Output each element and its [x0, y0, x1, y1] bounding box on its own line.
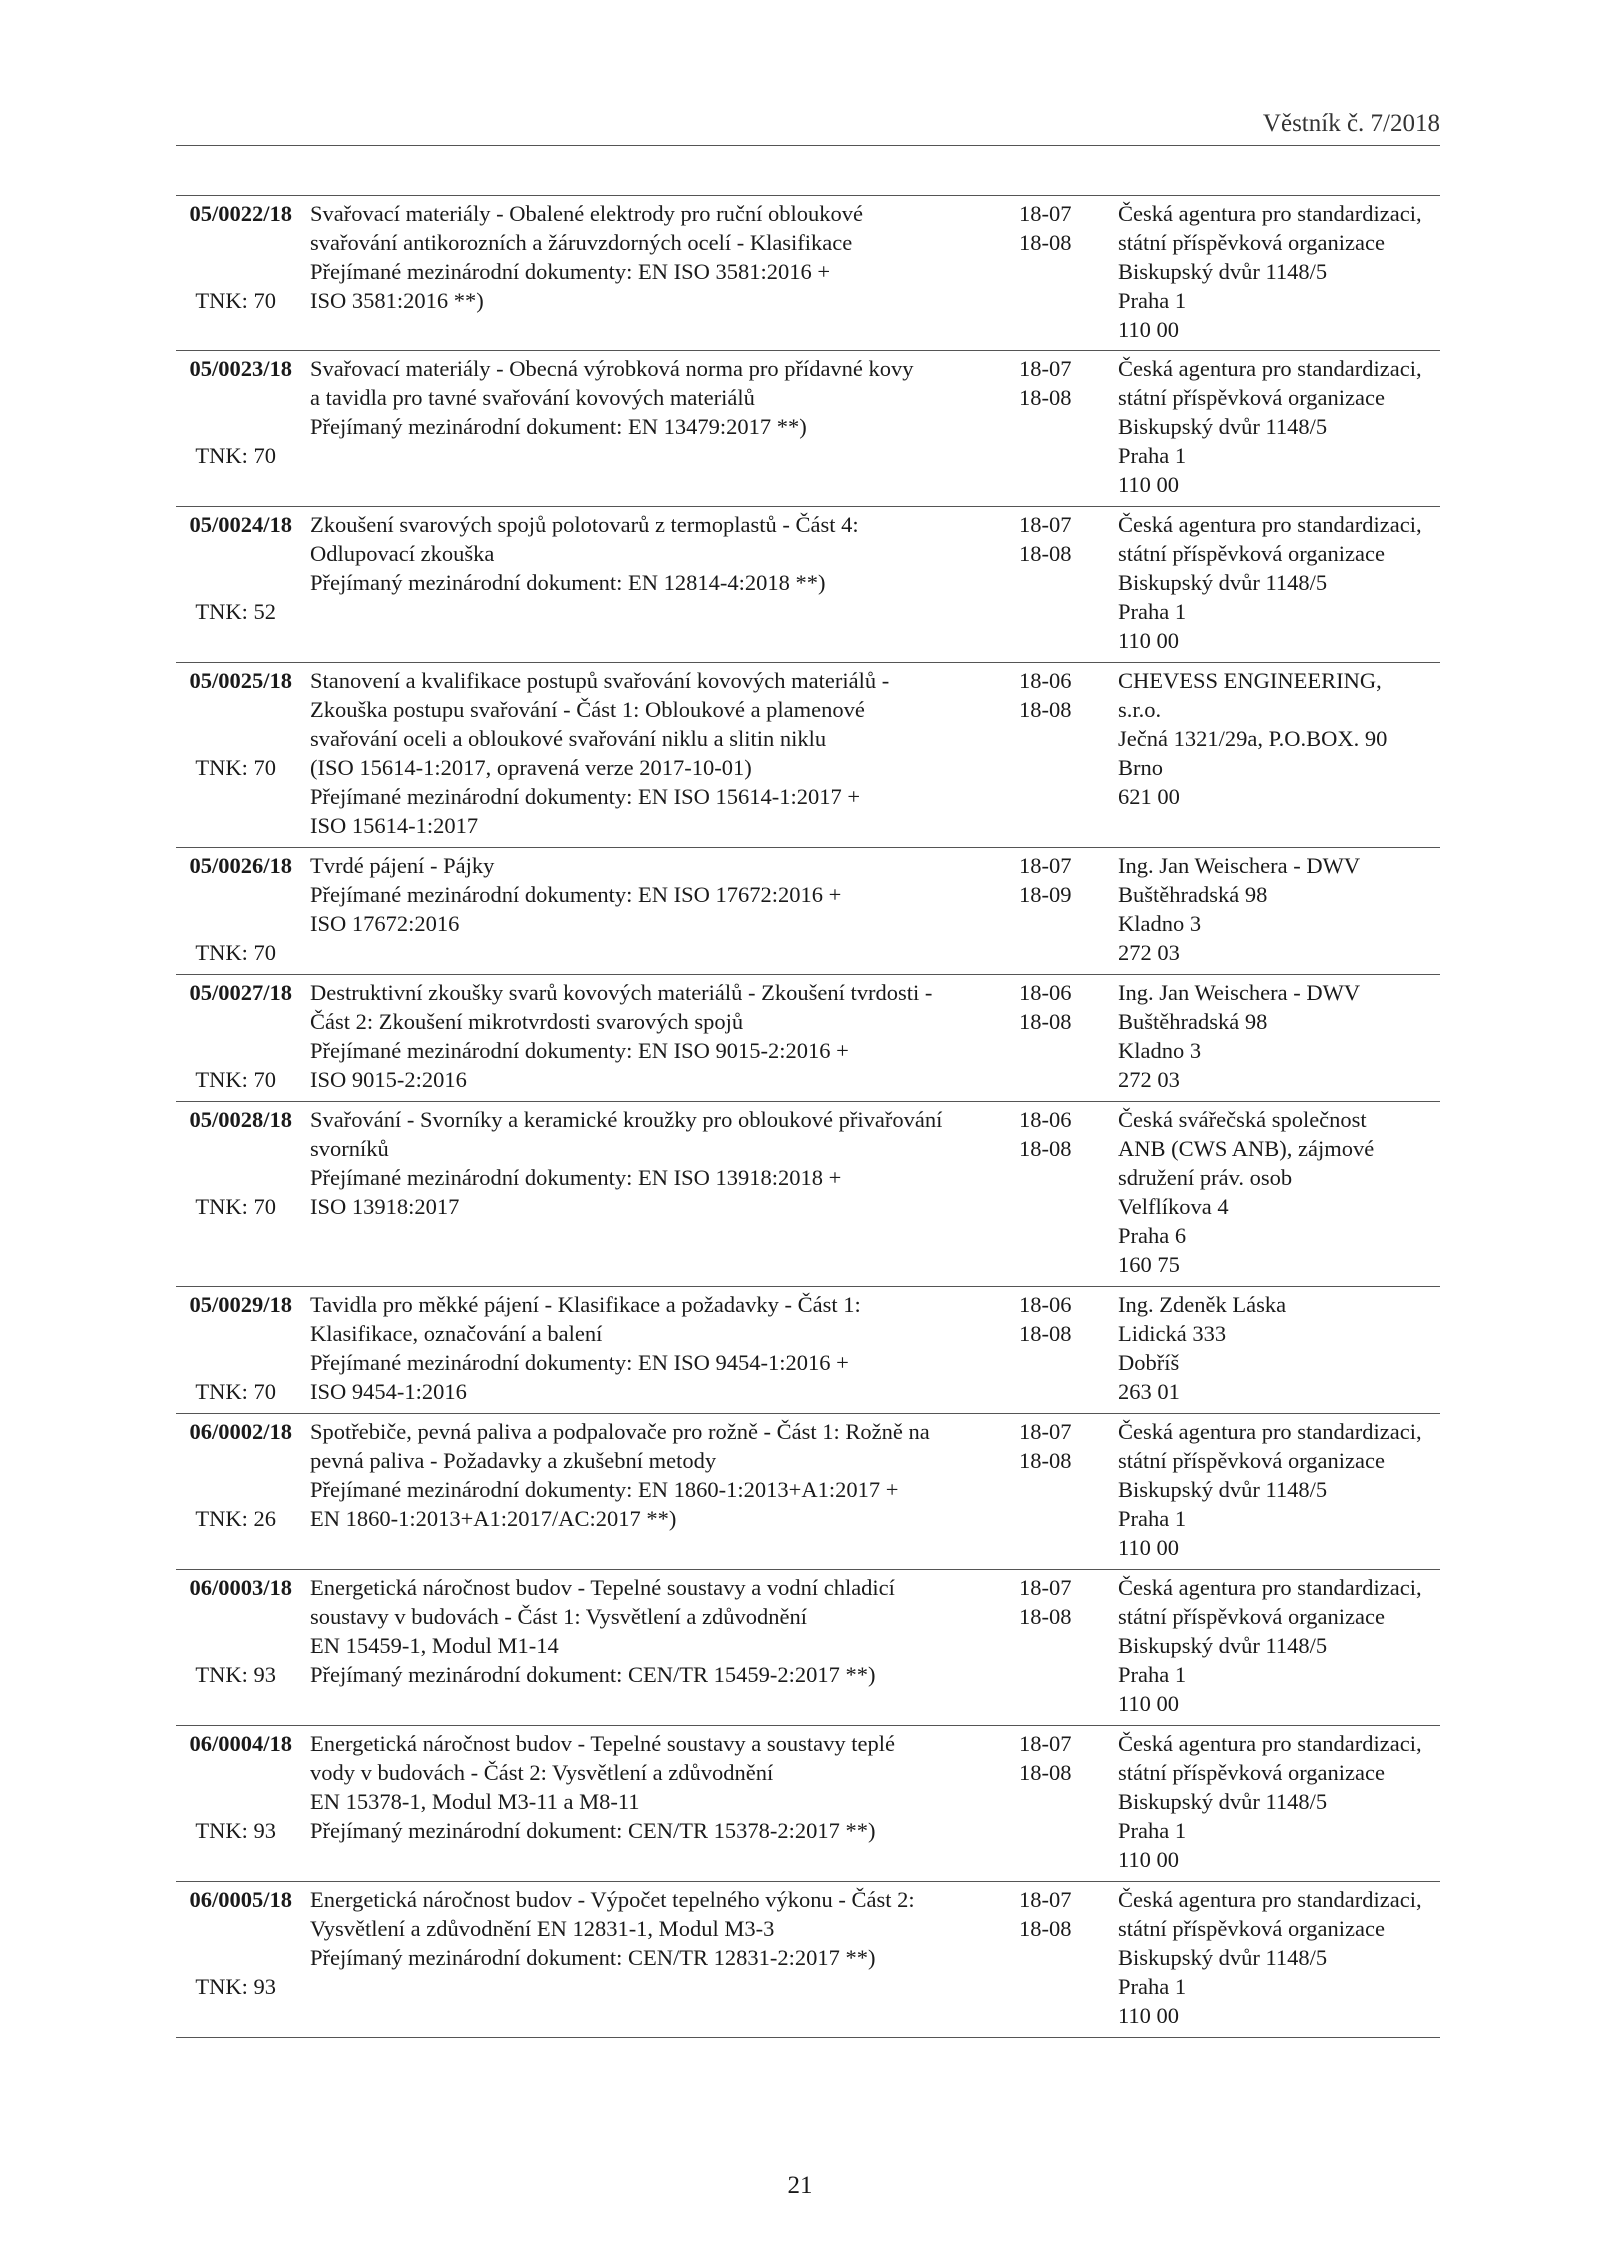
table-row [176, 848, 1440, 975]
entry-organization-line: 110 00 [1118, 628, 1180, 653]
entry-title-line: Vysvětlení a zdůvodnění EN 12831-1, Modul M3-3 [310, 1916, 775, 1941]
entry-codes [1019, 1573, 1089, 1631]
entry-title-line: soustavy v budovách - Část 1: Vysvětlení a zdůvodnění [310, 1604, 808, 1629]
entry-organization-line: Kladno 3 [1118, 1038, 1202, 1063]
entry-organization-line: Ing. Jan Weischera - DWV [1118, 980, 1361, 1005]
entry-title-line: Přejímaný mezinárodní dokument: EN 12814-4:2018 **) [310, 570, 826, 595]
entry-title [310, 1290, 1000, 1406]
entry-codes-line: 18-06 [1019, 1292, 1072, 1317]
entry-organization-line: státní příspěvková organizace [1118, 385, 1385, 410]
entry-codes-line: 18-08 [1019, 1604, 1072, 1629]
entry-organization-line: ANB (CWS ANB), zájmové [1118, 1136, 1375, 1161]
entry-title [310, 666, 1000, 840]
entry-tnk: TNK: 52 [195, 599, 276, 624]
entry-codes [1019, 1290, 1089, 1348]
entry-tnk: TNK: 70 [195, 1379, 276, 1404]
entry-title-line: Přejímané mezinárodní dokumenty: EN ISO 15614-1:2017 + [310, 784, 861, 809]
entry-title-line: Tavidla pro měkké pájení - Klasifikace a požadavky - Část 1: [310, 1292, 861, 1317]
entry-organization-line: Lidická 333 [1118, 1321, 1227, 1346]
entry-organization-line: 621 00 [1118, 784, 1180, 809]
entry-title-line: ISO 9015-2:2016 [310, 1067, 467, 1092]
entry-id: 05/0028/18 [189, 1107, 292, 1132]
entry-title [310, 510, 1000, 597]
entry-organization-line: Praha 1 [1118, 1818, 1187, 1843]
entry-title-line: EN 15378-1, Modul M3-11 a M8-11 [310, 1789, 640, 1814]
entry-codes [1019, 1105, 1089, 1163]
entry-organization [1118, 978, 1440, 1094]
entry-organization-line: Biskupský dvůr 1148/5 [1118, 570, 1328, 595]
entry-title-line: ISO 13918:2017 [310, 1194, 460, 1219]
entry-title-line: Přejímané mezinárodní dokumenty: EN ISO 3581:2016 + [310, 259, 831, 284]
entry-codes-line: 18-07 [1019, 1575, 1072, 1600]
entry-organization-line: Praha 1 [1118, 599, 1187, 624]
entry-organization-line: státní příspěvková organizace [1118, 541, 1385, 566]
entry-title-line: Přejímaný mezinárodní dokument: CEN/TR 15459-2:2017 **) [310, 1662, 876, 1687]
entry-organization-line: státní příspěvková organizace [1118, 230, 1385, 255]
entry-organization-line: Česká agentura pro standardizaci, [1118, 1419, 1422, 1444]
entry-organization-line: Česká svářečská společnost [1118, 1107, 1367, 1132]
entry-organization-line: CHEVESS ENGINEERING, [1118, 668, 1382, 693]
entry-title-line: a tavidla pro tavné svařování kovových materiálů [310, 385, 755, 410]
entry-organization-line: Biskupský dvůr 1148/5 [1118, 414, 1328, 439]
entry-organization [1118, 851, 1440, 967]
entry-organization-line: 110 00 [1118, 317, 1180, 342]
entry-organization-line: Brno [1118, 755, 1163, 780]
entry-title-line: Energetická náročnost budov - Tepelné soustavy a soustavy teplé [310, 1731, 895, 1756]
entry-codes [1019, 199, 1089, 257]
entry-organization [1118, 510, 1440, 655]
entry-codes-line: 18-06 [1019, 1107, 1072, 1132]
entry-organization [1118, 199, 1440, 344]
entry-title-line: Energetická náročnost budov - Výpočet tepelného výkonu - Část 2: [310, 1887, 915, 1912]
entry-title [310, 1885, 1000, 1972]
entry-organization-line: Biskupský dvůr 1148/5 [1118, 1633, 1328, 1658]
entry-codes [1019, 1729, 1089, 1787]
table-row [176, 1726, 1440, 1882]
entry-organization-line: Praha 6 [1118, 1223, 1187, 1248]
entry-organization-line: 263 01 [1118, 1379, 1180, 1404]
entry-id: 06/0004/18 [189, 1731, 292, 1756]
entry-id: 06/0005/18 [189, 1887, 292, 1912]
entry-organization-line: Buštěhradská 98 [1118, 1009, 1268, 1034]
entry-organization-line: Praha 1 [1118, 1506, 1187, 1531]
entry-title-line: ISO 3581:2016 **) [310, 288, 484, 313]
entry-codes-line: 18-08 [1019, 1916, 1072, 1941]
entry-title-line: Stanovení a kvalifikace postupů svařování kovových materiálů - [310, 668, 890, 693]
entry-organization-line: Ing. Zdeněk Láska [1118, 1292, 1287, 1317]
entry-organization-line: 272 03 [1118, 940, 1180, 965]
entry-title-line: Klasifikace, označování a balení [310, 1321, 603, 1346]
entry-title [310, 851, 1000, 938]
entry-title-line: Přejímané mezinárodní dokumenty: EN ISO 17672:2016 + [310, 882, 842, 907]
entry-title-line: Přejímané mezinárodní dokumenty: EN 1860-1:2013+A1:2017 + [310, 1477, 899, 1502]
entry-codes-line: 18-07 [1019, 201, 1072, 226]
journal-title: Věstník č. 7/2018 [1262, 110, 1440, 137]
entry-title-line: Spotřebiče, pevná paliva a podpalovače pro rožně - Část 1: Rožně na [310, 1419, 930, 1444]
entry-tnk: TNK: 70 [195, 755, 276, 780]
entry-codes [1019, 666, 1089, 724]
entry-tnk: TNK: 70 [195, 940, 276, 965]
entry-organization-line: Praha 1 [1118, 1974, 1187, 1999]
table-row [176, 663, 1440, 848]
entry-codes [1019, 978, 1089, 1036]
standards-table [176, 195, 1440, 2038]
entry-id: 05/0023/18 [189, 356, 292, 381]
entry-tnk: TNK: 70 [195, 443, 276, 468]
entry-organization-line: Praha 1 [1118, 443, 1187, 468]
entry-codes-line: 18-08 [1019, 230, 1072, 255]
entry-title-line: ISO 9454-1:2016 [310, 1379, 467, 1404]
entry-title [310, 1417, 1000, 1533]
entry-title-line: EN 1860-1:2013+A1:2017/AC:2017 **) [310, 1506, 677, 1531]
entry-organization-line: Česká agentura pro standardizaci, [1118, 512, 1422, 537]
entry-title-line: Svařování - Svorníky a keramické kroužky pro obloukové přivařování [310, 1107, 943, 1132]
entry-codes-line: 18-08 [1019, 1136, 1072, 1161]
table-row [176, 1102, 1440, 1287]
entry-organization-line: Biskupský dvůr 1148/5 [1118, 259, 1328, 284]
table-row [176, 507, 1440, 663]
entry-codes-line: 18-06 [1019, 980, 1072, 1005]
entry-title-line: Zkoušení svarových spojů polotovarů z termoplastů - Část 4: [310, 512, 859, 537]
entry-title-line: (ISO 15614-1:2017, opravená verze 2017-10-01) [310, 755, 752, 780]
entry-codes [1019, 851, 1089, 909]
entry-title-line: Přejímaný mezinárodní dokument: CEN/TR 12831-2:2017 **) [310, 1945, 876, 1970]
header-divider [176, 145, 1440, 146]
entry-id: 05/0027/18 [189, 980, 292, 1005]
entry-organization-line: 272 03 [1118, 1067, 1180, 1092]
entry-title [310, 978, 1000, 1094]
entry-id: 05/0026/18 [189, 853, 292, 878]
entry-codes-line: 18-08 [1019, 1760, 1072, 1785]
table-row [176, 1287, 1440, 1414]
entry-organization [1118, 666, 1440, 811]
entry-title-line: svařování antikorozních a žáruvzdorných ocelí - Klasifikace [310, 230, 853, 255]
entry-tnk: TNK: 70 [195, 1067, 276, 1092]
entry-title-line: Svařovací materiály - Obalené elektrody pro ruční obloukové [310, 201, 863, 226]
entry-organization-line: Ječná 1321/29a, P.O.BOX. 90 [1118, 726, 1388, 751]
entry-codes-line: 18-07 [1019, 356, 1072, 381]
entry-codes-line: 18-06 [1019, 668, 1072, 693]
entry-codes-line: 18-07 [1019, 1731, 1072, 1756]
entry-organization [1118, 1417, 1440, 1562]
entry-organization-line: Buštěhradská 98 [1118, 882, 1268, 907]
entry-organization [1118, 354, 1440, 499]
entry-codes [1019, 510, 1089, 568]
entry-tnk: TNK: 93 [195, 1974, 276, 1999]
entry-organization-line: Praha 1 [1118, 288, 1187, 313]
entry-codes-line: 18-07 [1019, 512, 1072, 537]
entry-organization-line: státní příspěvková organizace [1118, 1916, 1385, 1941]
entry-codes-line: 18-07 [1019, 853, 1072, 878]
entry-id: 05/0025/18 [189, 668, 292, 693]
entry-title-line: Přejímaný mezinárodní dokument: EN 13479:2017 **) [310, 414, 807, 439]
entry-organization-line: 110 00 [1118, 1691, 1180, 1716]
entry-title-line: Svařovací materiály - Obecná výrobková norma pro přídavné kovy [310, 356, 914, 381]
entry-organization-line: státní příspěvková organizace [1118, 1448, 1385, 1473]
entry-organization-line: 160 75 [1118, 1252, 1180, 1277]
entry-codes-line: 18-09 [1019, 882, 1072, 907]
entry-title-line: ISO 15614-1:2017 [310, 813, 479, 838]
entry-title-line: ISO 17672:2016 [310, 911, 460, 936]
entry-organization-line: 110 00 [1118, 472, 1180, 497]
entry-codes [1019, 1417, 1089, 1475]
entry-title-line: Destruktivní zkoušky svarů kovových materiálů - Zkoušení tvrdosti - [310, 980, 933, 1005]
entry-organization-line: státní příspěvková organizace [1118, 1760, 1385, 1785]
entry-title-line: svorníků [310, 1136, 389, 1161]
entry-title-line: vody v budovách - Část 2: Vysvětlení a zdůvodnění [310, 1760, 774, 1785]
entry-title [310, 1105, 1000, 1221]
entry-organization-line: Česká agentura pro standardizaci, [1118, 1575, 1422, 1600]
entry-organization-line: s.r.o. [1118, 697, 1162, 722]
table-row [176, 1570, 1440, 1726]
entry-organization [1118, 1573, 1440, 1718]
entry-id: 06/0002/18 [189, 1419, 292, 1444]
entry-organization-line: Česká agentura pro standardizaci, [1118, 201, 1422, 226]
entry-tnk: TNK: 93 [195, 1818, 276, 1843]
entry-organization [1118, 1290, 1440, 1406]
entry-codes-line: 18-08 [1019, 385, 1072, 410]
entry-codes-line: 18-07 [1019, 1887, 1072, 1912]
entry-organization-line: Ing. Jan Weischera - DWV [1118, 853, 1361, 878]
entry-title-line: Odlupovací zkouška [310, 541, 495, 566]
entry-title-line: Část 2: Zkoušení mikrotvrdosti svarových spojů [310, 1009, 744, 1034]
table-row [176, 1414, 1440, 1570]
entry-organization [1118, 1885, 1440, 2030]
entry-organization-line: státní příspěvková organizace [1118, 1604, 1385, 1629]
entry-organization-line: Biskupský dvůr 1148/5 [1118, 1477, 1328, 1502]
entry-title-line: Přejímaný mezinárodní dokument: CEN/TR 15378-2:2017 **) [310, 1818, 876, 1843]
table-row [176, 195, 1440, 351]
entry-organization [1118, 1729, 1440, 1874]
entry-organization-line: Česká agentura pro standardizaci, [1118, 1731, 1422, 1756]
entry-id: 05/0022/18 [189, 201, 292, 226]
entry-tnk: TNK: 70 [195, 1194, 276, 1219]
entry-organization-line: Kladno 3 [1118, 911, 1202, 936]
entry-organization-line: 110 00 [1118, 1535, 1180, 1560]
entry-organization-line: Praha 1 [1118, 1662, 1187, 1687]
entry-tnk: TNK: 26 [195, 1506, 276, 1531]
entry-organization-line: Biskupský dvůr 1148/5 [1118, 1789, 1328, 1814]
entry-title [310, 199, 1000, 315]
entry-title [310, 1729, 1000, 1845]
entry-title-line: Tvrdé pájení - Pájky [310, 853, 495, 878]
entry-title-line: Přejímané mezinárodní dokumenty: EN ISO 9015-2:2016 + [310, 1038, 849, 1063]
entry-codes-line: 18-07 [1019, 1419, 1072, 1444]
entry-title-line: svařování oceli a obloukové svařování niklu a slitin niklu [310, 726, 827, 751]
entry-title-line: pevná paliva - Požadavky a zkušební metody [310, 1448, 717, 1473]
entry-codes-line: 18-08 [1019, 1321, 1072, 1346]
entry-id: 05/0029/18 [189, 1292, 292, 1317]
entry-codes-line: 18-08 [1019, 697, 1072, 722]
entry-codes-line: 18-08 [1019, 1448, 1072, 1473]
entry-organization-line: 110 00 [1118, 2003, 1180, 2028]
entry-organization-line: Biskupský dvůr 1148/5 [1118, 1945, 1328, 1970]
entry-title-line: Přejímané mezinárodní dokumenty: EN ISO 9454-1:2016 + [310, 1350, 849, 1375]
entry-codes-line: 18-08 [1019, 541, 1072, 566]
entry-organization-line: Velflíkova 4 [1118, 1194, 1229, 1219]
entry-organization-line: Česká agentura pro standardizaci, [1118, 356, 1422, 381]
entry-title-line: EN 15459-1, Modul M1-14 [310, 1633, 559, 1658]
entry-organization-line: Dobříš [1118, 1350, 1180, 1375]
entry-id: 05/0024/18 [189, 512, 292, 537]
entry-organization-line: sdružení práv. osob [1118, 1165, 1293, 1190]
entry-codes [1019, 354, 1089, 412]
table-row [176, 1882, 1440, 2038]
table-row [176, 975, 1440, 1102]
entry-title-line: Zkouška postupu svařování - Část 1: Obloukové a plamenové [310, 697, 865, 722]
entry-organization [1118, 1105, 1440, 1279]
entry-tnk: TNK: 70 [195, 288, 276, 313]
entry-codes-line: 18-08 [1019, 1009, 1072, 1034]
entry-title-line: Přejímané mezinárodní dokumenty: EN ISO 13918:2018 + [310, 1165, 842, 1190]
entry-title-line: Energetická náročnost budov - Tepelné soustavy a vodní chladicí [310, 1575, 895, 1600]
entry-tnk: TNK: 93 [195, 1662, 276, 1687]
entry-id: 06/0003/18 [189, 1575, 292, 1600]
entry-title [310, 1573, 1000, 1689]
entry-organization-line: Česká agentura pro standardizaci, [1118, 1887, 1422, 1912]
entry-codes [1019, 1885, 1089, 1943]
table-row [176, 351, 1440, 507]
entry-organization-line: 110 00 [1118, 1847, 1180, 1872]
entry-title [310, 354, 1000, 441]
page-number: 21 [787, 2172, 813, 2199]
